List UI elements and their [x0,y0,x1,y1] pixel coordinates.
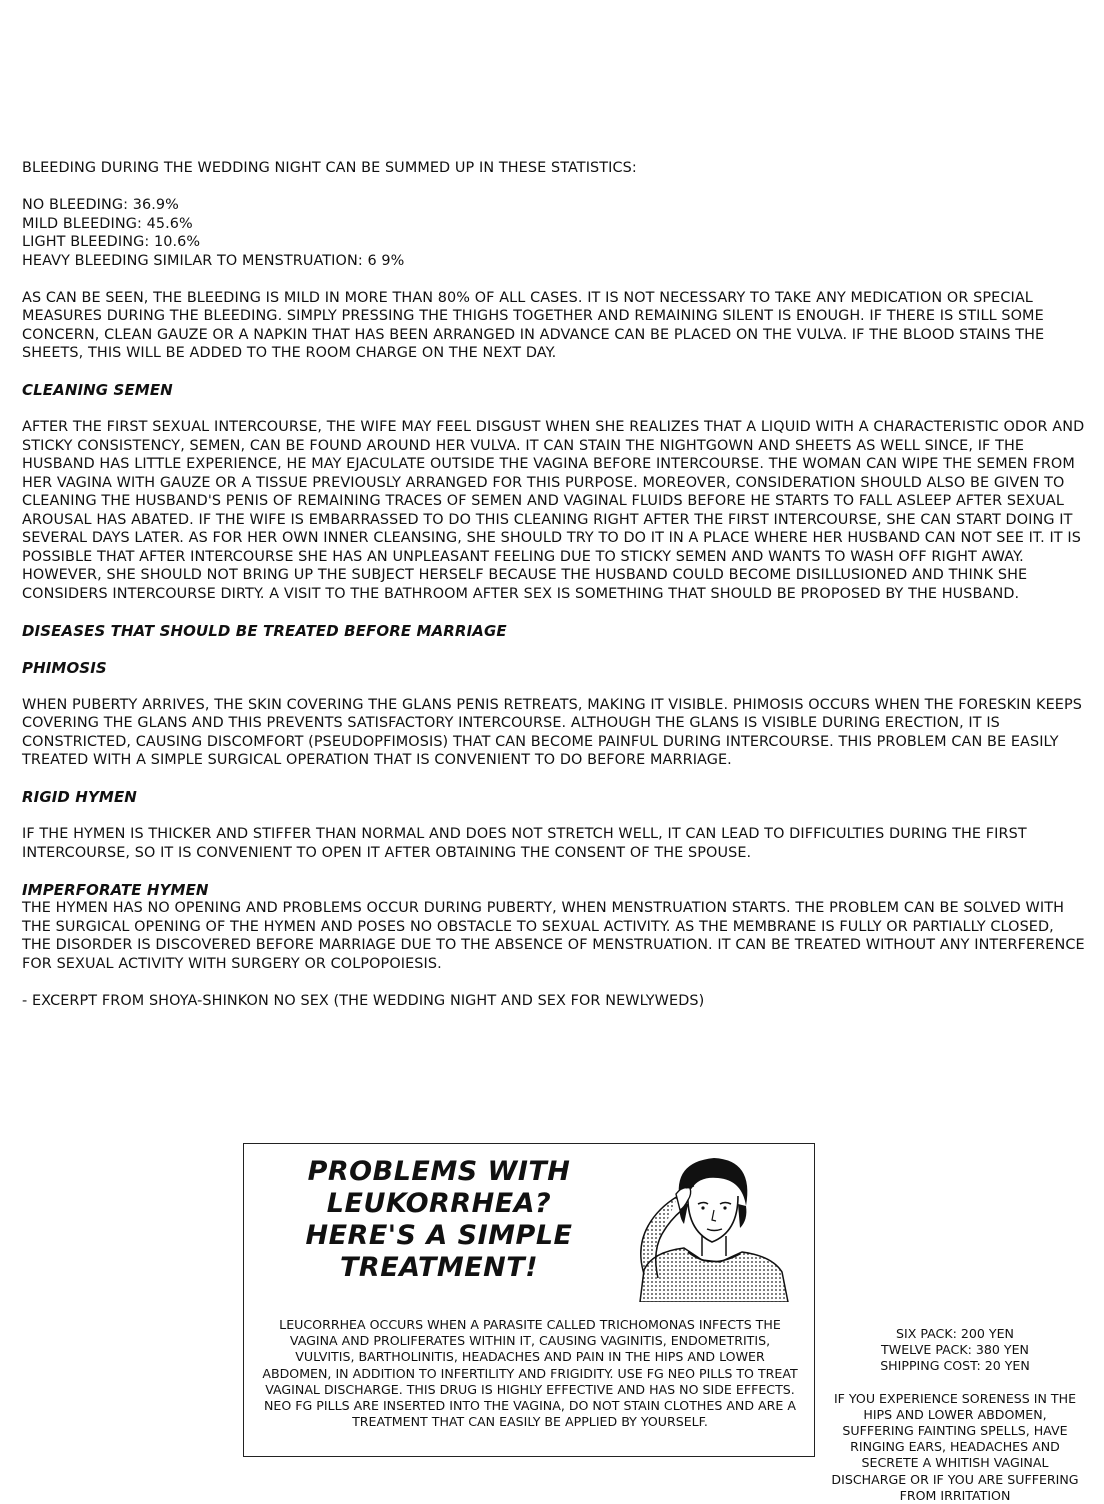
ad-headline-line: TREATMENT! [339,1252,539,1283]
rigid-hymen-paragraph: IF THE HYMEN IS THICKER AND STIFFER THAN NORMAL AND DOES NOT STRETCH WELL, IT CAN LEAD TO DIFFICULTIES DURING THE FIRST INTERCOURSE, SO IT IS CONVENIENT TO OPEN IT AFTER OBTAINING THE CONSENT OF THE SPOUSE. [22,826,1027,861]
advertisement-box [243,1143,815,1457]
stat-mild-bleeding: MILD BLEEDING: 45.6% [22,215,193,232]
source-citation: - EXCERPT FROM SHOYA-SHINKON NO SEX (THE WEDDING NIGHT AND SEX FOR NEWLYWEDS) [22,992,705,1009]
side-note: IF YOU EXPERIENCE SORENESS IN THE HIPS AND LOWER ABDOMEN, SUFFERING FAINTING SPELLS, HAVE RINGING EARS, HEADACHES AND SECRETE A WHITISH VAGINAL DISCHARGE OR IF YOU ARE SUFFERING FROM IRRITATION [831,1390,1079,1503]
cleaning-paragraph: AFTER THE FIRST SEXUAL INTERCOURSE, THE WIFE MAY FEEL DISGUST WHEN SHE REALIZES THAT A LIQUID WITH A CHARACTERISTIC ODOR AND STICKY CONSISTENCY, SEMEN, CAN BE FOUND AROUND HER VULVA. IT CAN STAIN THE NIGHTGOWN AND SHEETS AS WELL SINCE, IF THE HUSBAND HAS LITTLE EXPERIENCE, HE MAY EJACULATE OUTSIDE THE VAGINA BEFORE INTERCOURSE. THE WOMAN CAN WIPE THE SEMEN FROM HER VAGINA WITH GAUZE OR A TISSUE PREVIOUSLY ARRANGED FOR THIS PURPOSE. MOREOVER, CONSIDERATION SHOULD ALSO BE GIVEN TO CLEANING THE HUSBAND'S PENIS OF REMAINING TRACES OF SEMEN AND VAGINAL FLUIDS BEFORE HE STARTS TO FALL ASLEEP AFTER SEXUAL AROUSAL HAS ABATED. IF THE WIFE IS EMBARRASSED TO DO THIS CLEANING RIGHT AFTER THE FIRST INTERCOURSE, SHE CAN START DOING IT SEVERAL DAYS LATER. AS FOR HER OWN INNER CLEANSING, SHE SHOULD TRY TO DO IT IN A PLACE WHERE HER HUSBAND CAN NOT SEE IT. IT IS POSSIBLE THAT AFTER INTERCOURSE SHE HAS AN UNPLEASANT FEELING DUE TO STICKY SEMEN AND WANTS TO WASH OFF RIGHT AWAY. HOWEVER, SHE SHOULD NOT BRING UP THE SUBJECT HERSELF BECAUSE THE HUSBAND COULD BECOME DISILLUSIONED AND THINK SHE CONSIDERS INTERCOURSE DIRTY. A VISIT TO THE BATHROOM AFTER SEX IS SOMETHING THAT SHOULD BE PROPOSED BY THE HUSBAND. [22,419,1085,602]
cleaning-heading: CLEANING SEMEN [22,381,173,399]
stat-heavy-bleeding: HEAVY BLEEDING SIMILAR TO MENSTRUATION: 6 9% [22,252,405,269]
price-six-pack: SIX PACK: 200 YEN [896,1326,1014,1341]
phimosis-heading: PHIMOSIS [22,658,107,677]
imperforate-hymen-heading: IMPERFORATE HYMEN [22,880,209,899]
stat-light-bleeding: LIGHT BLEEDING: 10.6% [22,234,201,250]
woman-illustration-icon [622,1152,800,1302]
ad-headline [284,1156,594,1284]
price-twelve-pack: TWELVE PACK: 380 YEN [881,1342,1029,1358]
ad-headline-line: HERE'S A SIMPLE [305,1220,573,1251]
bleeding-paragraph: AS CAN BE SEEN, THE BLEEDING IS MILD IN MORE THAN 80% OF ALL CASES. IT IS NOT NECESSARY TO TAKE ANY MEDICATION OR SPECIAL MEASURES DURING THE BLEEDING. SIMPLY PRESSING THE THIGHS TOGETHER AND REMAINING SILENT IS ENOUGH. IF THERE IS STILL SOME CONCERN, CLEAN GAUZE OR A NAPKIN THAT HAS BEEN ARRANGED IN ADVANCE CAN BE PLACED ON THE VULVA. IF THE BLOOD STAINS THE SHEETS, THIS WILL BE ADDED TO THE ROOM CHARGE ON THE NEXT DAY. [22,289,1045,361]
stat-no-bleeding: NO BLEEDING: 36.9% [22,197,179,213]
phimosis-paragraph: WHEN PUBERTY ARRIVES, THE SKIN COVERING THE GLANS PENIS RETREATS, MAKING IT VISIBLE. PHIMOSIS OCCURS WHEN THE FORESKIN KEEPS COVERING THE GLANS AND THIS PREVENTS SATISFACTORY INTERCOURSE. ALTHOUGH THE GLANS IS VISIBLE DURING ERECTION, IT IS CONSTRICTED, CAUSING DISCOMFORT (PSEUDOPFIMOSIS) THAT CAN BECOME PAINFUL DURING INTERCOURSE. THIS PROBLEM CAN BE EASILY TREATED WITH A SIMPLE SURGICAL OPERATION THAT IS CONVENIENT TO DO BEFORE MARRIAGE. [22,696,1082,768]
price-shipping: SHIPPING COST: 20 YEN [880,1358,1030,1374]
article-text [22,159,1087,1010]
diseases-heading: DISEASES THAT SHOULD BE TREATED BEFORE MARRIAGE [22,621,507,640]
intro-text: BLEEDING DURING THE WEDDING NIGHT CAN BE SUMMED UP IN THESE STATISTICS: [22,160,637,176]
pricing-column [830,1326,1080,1504]
ad-headline-line: LEUKORRHEA? [326,1188,552,1219]
ad-body-text: LEUCORRHEA OCCURS WHEN A PARASITE CALLED TRICHOMONAS INFECTS THE VAGINA AND PROLIFERATES WITHIN IT, CAUSING VAGINITIS, ENDOMETRITIS, VULVITIS, BARTHOLINITIS, HEADACHES AND PAIN IN THE HIPS AND LOWER ABDOMEN, IN ADDITION TO INFERTILITY AND FRIGIDITY. USE FG NEO PILLS TO TREAT VAGINAL DISCHARGE. THIS DRUG IS HIGHLY EFFECTIVE AND HAS NO SIDE EFFECTS. NEO FG PILLS ARE INSERTED INTO THE VAGINA, DO NOT STAIN CLOTHES AND ARE A TREATMENT THAT CAN EASILY BE APPLIED BY YOURSELF. [262,1317,798,1430]
imperforate-hymen-paragraph: THE HYMEN HAS NO OPENING AND PROBLEMS OCCUR DURING PUBERTY, WHEN MENSTRUATION STARTS. THE PROBLEM CAN BE SOLVED WITH THE SURGICAL OPENING OF THE HYMEN AND POSES NO OBSTACLE TO SEXUAL ACTIVITY. AS THE MEMBRANE IS FULLY OR PARTIALLY CLOSED, THE DISORDER IS DISCOVERED BEFORE MARRIAGE DUE TO THE ABSENCE OF MENSTRUATION. IT CAN BE TREATED WITHOUT ANY INTERFERENCE FOR SEXUAL ACTIVITY WITH SURGERY OR COLPOPOIESIS. [22,900,1085,972]
rigid-hymen-heading: RIGID HYMEN [22,788,137,806]
ad-headline-line: PROBLEMS WITH [307,1156,571,1187]
